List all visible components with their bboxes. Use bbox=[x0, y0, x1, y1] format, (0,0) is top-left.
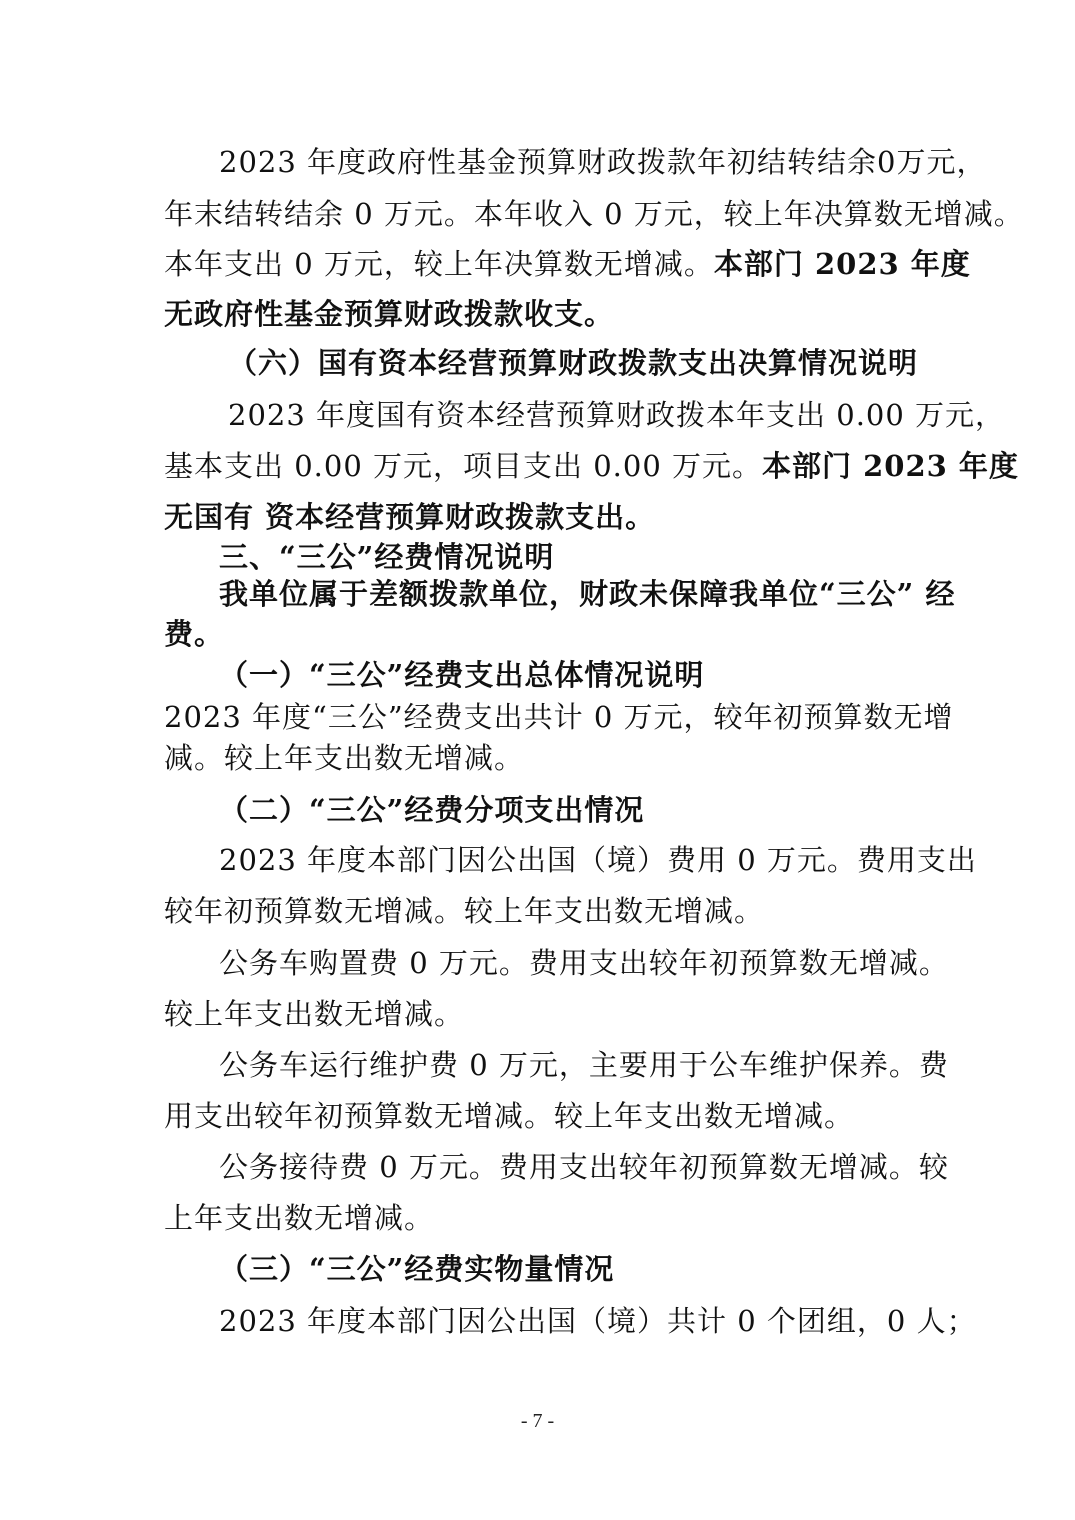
subsection-heading bbox=[219, 1249, 614, 1289]
paragraph-line bbox=[164, 738, 524, 778]
paragraph-line bbox=[164, 697, 954, 737]
paragraph-line bbox=[164, 244, 971, 284]
text-segment: 用支出较年初预算数无增减。较上年支出数无增减。 bbox=[164, 1099, 855, 1133]
section-heading bbox=[228, 343, 918, 383]
paragraph-line bbox=[164, 994, 464, 1034]
paragraph-line bbox=[164, 891, 764, 931]
text-segment: 本年支出 0 万元，较上年决算数无增减。 bbox=[164, 247, 714, 281]
text-segment: 基本支出 0.00 万元，项目支出 0.00 万元。 bbox=[164, 449, 763, 483]
text-segment: 公务车运行维护费 0 万元，主要用于公车维护保养。费 bbox=[219, 1048, 949, 1082]
page-number: - 7 - bbox=[520, 1410, 555, 1432]
text-segment: 2023 年度国有资本经营预算财政拨本年支出 0.00 万元， bbox=[228, 398, 1006, 432]
text-segment: 减。较上年支出数无增减。 bbox=[164, 741, 525, 775]
paragraph-line bbox=[219, 1045, 949, 1085]
heading-text: （六）国有资本经营预算财政拨款支出决算情况说明 bbox=[228, 346, 919, 380]
paragraph-line bbox=[219, 943, 949, 983]
bold-text-segment: 本部门 2023 年度 bbox=[762, 449, 1019, 483]
text-segment: 2023 年度本部门因公出国（境）共计 0 个团组，0 人； bbox=[219, 1304, 977, 1338]
heading-text: （二）“三公”经费分项支出情况 bbox=[219, 793, 645, 827]
paragraph-line bbox=[164, 446, 1019, 486]
text-segment: 我单位属于差额拨款单位，财政未保障我单位“三公” 经 bbox=[219, 577, 956, 611]
paragraph-line bbox=[228, 395, 1005, 435]
heading-text: （一）“三公”经费支出总体情况说明 bbox=[219, 658, 705, 692]
paragraph-line-bold bbox=[164, 294, 614, 334]
paragraph-line bbox=[219, 1301, 977, 1341]
paragraph-line bbox=[164, 1096, 854, 1136]
heading-text: 三、“三公”经费情况说明 bbox=[219, 540, 555, 574]
text-segment: 2023 年度本部门因公出国（境）费用 0 万元。费用支出 bbox=[219, 843, 977, 877]
paragraph-line bbox=[219, 840, 977, 880]
text-segment: 无政府性基金预算财政拨款收支。 bbox=[164, 297, 615, 331]
text-segment: 2023 年度“三公”经费支出共计 0 万元，较年初预算数无增 bbox=[164, 700, 954, 734]
text-segment: 上年支出数无增减。 bbox=[164, 1201, 435, 1235]
paragraph-line-bold bbox=[164, 614, 224, 654]
section-heading bbox=[219, 537, 554, 577]
text-segment: 较上年支出数无增减。 bbox=[164, 997, 465, 1031]
paragraph-line bbox=[164, 194, 1024, 234]
text-segment: 公务接待费 0 万元。费用支出较年初预算数无增减。较 bbox=[219, 1150, 949, 1184]
text-segment: 年末结转结余 0 万元。本年收入 0 万元，较上年决算数无增减。 bbox=[164, 197, 1024, 231]
paragraph-line-bold bbox=[164, 497, 655, 537]
subsection-heading bbox=[219, 790, 644, 830]
text-segment: 费。 bbox=[164, 617, 225, 651]
text-segment: 公务车购置费 0 万元。费用支出较年初预算数无增减。 bbox=[219, 946, 949, 980]
paragraph-line bbox=[219, 1147, 949, 1187]
heading-text: （三）“三公”经费实物量情况 bbox=[219, 1252, 615, 1286]
text-segment: 2023 年度政府性基金预算财政拨款年初结转结余0万元， bbox=[219, 145, 987, 179]
paragraph-line bbox=[164, 1198, 434, 1238]
bold-text-segment: 本部门 2023 年度 bbox=[713, 247, 971, 281]
subsection-heading bbox=[219, 655, 704, 695]
paragraph-line-bold bbox=[219, 574, 955, 614]
text-segment: 较年初预算数无增减。较上年支出数无增减。 bbox=[164, 894, 765, 928]
text-segment: 无国有 资本经营预算财政拨款支出。 bbox=[164, 500, 656, 534]
paragraph-line bbox=[219, 142, 986, 182]
